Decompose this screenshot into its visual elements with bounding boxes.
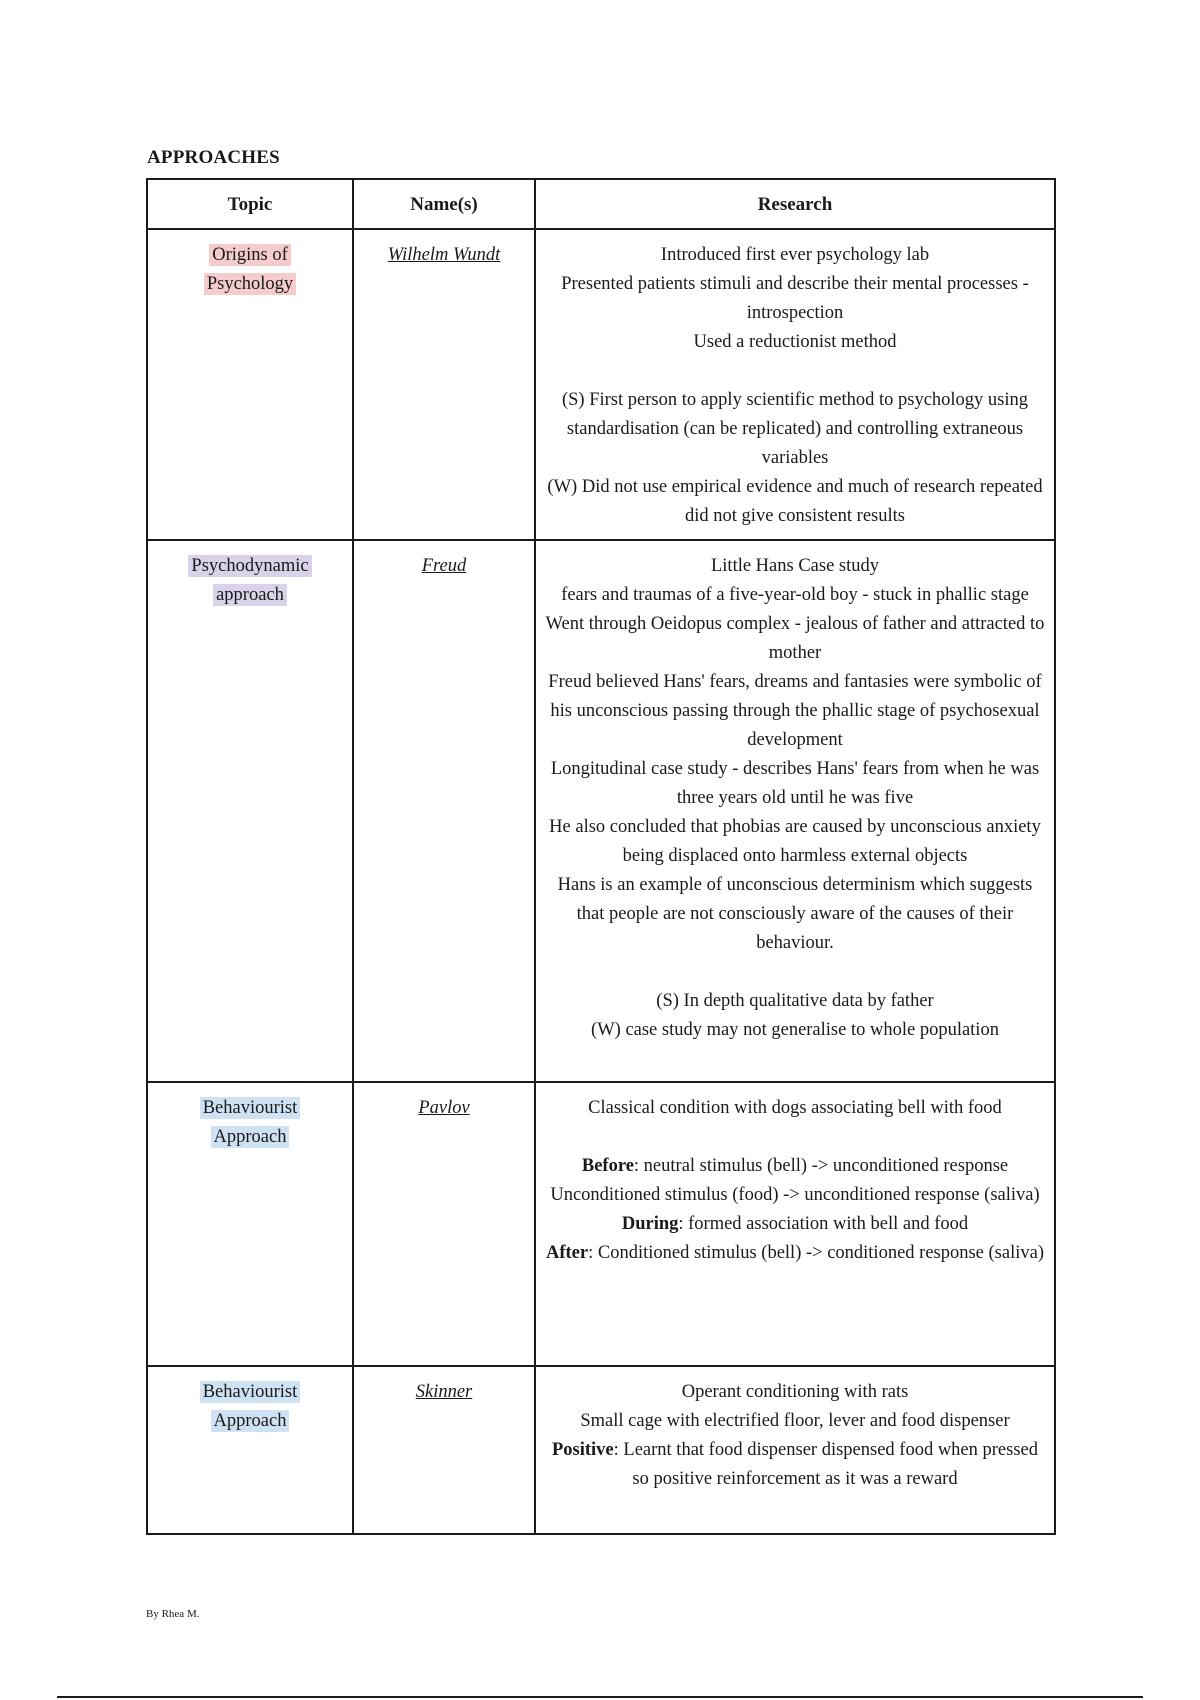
header-research: Research xyxy=(535,179,1055,229)
research-line: Longitudinal case study - describes Hans' fears from when he was three years old until he was five xyxy=(550,759,1040,808)
topic-cell xyxy=(147,229,353,540)
topic-highlight xyxy=(188,555,311,606)
research-line xyxy=(542,1210,1048,1239)
topic-cell xyxy=(147,540,353,1082)
topic-line: Origins of xyxy=(212,245,288,265)
page-title: APPROACHES xyxy=(147,147,280,168)
header-names: Name(s) xyxy=(353,179,535,229)
topic-highlight xyxy=(204,244,296,295)
research-cell xyxy=(535,540,1055,1082)
term-during: During xyxy=(621,1214,679,1234)
term-positive: Positive xyxy=(551,1440,614,1460)
name-cell xyxy=(353,540,535,1082)
research-line: He also concluded that phobias are caused by unconscious anxiety being displaced onto harmless external objects xyxy=(549,817,1041,866)
research-line: Used a reductionist method xyxy=(693,332,897,352)
name-cell xyxy=(353,1082,535,1366)
topic-line: Behaviourist xyxy=(202,1382,298,1402)
name-cell xyxy=(353,229,535,540)
table-row xyxy=(147,1366,1055,1534)
research-line xyxy=(542,1152,1048,1181)
research-line: fears and traumas of a five-year-old boy - stuck in phallic stage xyxy=(561,585,1029,605)
research-line: Presented patients stimuli and describe their mental processes - introspection xyxy=(561,274,1029,323)
topic-line: approach xyxy=(216,585,284,605)
header-topic: Topic xyxy=(147,179,353,229)
research-line: Hans is an example of unconscious determinism which suggests that people are not consciously aware of the causes of their behaviour. xyxy=(557,875,1033,953)
during-text: : formed association with bell and food xyxy=(678,1214,969,1234)
research-cell xyxy=(535,1082,1055,1366)
research-line: Unconditioned stimulus (food) -> unconditioned response (saliva) xyxy=(550,1185,1040,1205)
topic-cell xyxy=(147,1082,353,1366)
table-row xyxy=(147,540,1055,1082)
table-header-row xyxy=(147,179,1055,229)
researcher-name: Pavlov xyxy=(418,1098,470,1118)
bottom-divider xyxy=(57,1696,1143,1698)
research-cell xyxy=(535,229,1055,540)
weakness-line: (W) Did not use empirical evidence and much of research repeated did not give consistent results xyxy=(547,477,1043,526)
topic-line: Psychodynamic xyxy=(191,556,309,576)
research-line: Classical condition with dogs associating bell with food xyxy=(588,1098,1002,1118)
research-line: Introduced first ever psychology lab xyxy=(660,245,930,265)
research-cell xyxy=(535,1366,1055,1534)
topic-line: Behaviourist xyxy=(202,1098,298,1118)
term-before: Before xyxy=(581,1156,634,1176)
after-text: : Conditioned stimulus (bell) -> conditioned response (saliva) xyxy=(588,1243,1044,1263)
name-cell xyxy=(353,1366,535,1534)
topic-highlight xyxy=(200,1097,301,1148)
table-row xyxy=(147,229,1055,540)
strength-line: (S) In depth qualitative data by father xyxy=(656,991,934,1011)
researcher-name: Wilhelm Wundt xyxy=(387,245,501,265)
before-text: : neutral stimulus (bell) -> unconditioned response xyxy=(633,1156,1009,1176)
topic-line: Approach xyxy=(213,1127,287,1147)
research-line: Freud believed Hans' fears, dreams and fantasies were symbolic of his unconscious passing through the phallic stage of psychosexual development xyxy=(548,672,1042,750)
researcher-name: Skinner xyxy=(415,1382,473,1402)
topic-highlight xyxy=(200,1381,301,1432)
weakness-line: (W) case study may not generalise to whole population xyxy=(591,1020,999,1040)
author-footer: By Rhea M. xyxy=(146,1608,200,1620)
positive-text: : Learnt that food dispenser dispensed food when pressed so positive reinforcement as it was a reward xyxy=(613,1440,1039,1489)
research-line: Little Hans Case study xyxy=(710,556,880,576)
research-line: Operant conditioning with rats xyxy=(681,1382,909,1402)
term-after: After xyxy=(545,1243,589,1263)
research-line: Small cage with electrified floor, lever and food dispenser xyxy=(580,1411,1010,1431)
research-line xyxy=(542,1436,1048,1494)
approaches-table xyxy=(146,178,1056,1535)
topic-line: Psychology xyxy=(206,274,294,294)
research-line: Went through Oeidopus complex - jealous of father and attracted to mother xyxy=(545,614,1045,663)
researcher-name: Freud xyxy=(421,556,467,576)
strength-line: (S) First person to apply scientific method to psychology using standardisation (can be replicated) and controlling extraneous variables xyxy=(561,390,1029,468)
table-row xyxy=(147,1082,1055,1366)
topic-line: Approach xyxy=(213,1411,287,1431)
research-line xyxy=(542,1239,1048,1268)
topic-cell xyxy=(147,1366,353,1534)
